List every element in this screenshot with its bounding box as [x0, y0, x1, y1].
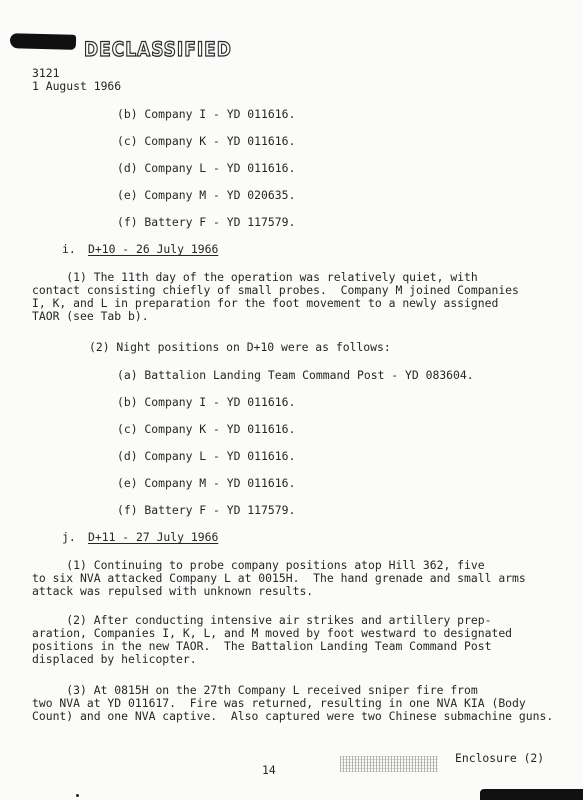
paragraph-line: two NVA at YD 011617. Fire was returned, resulting in one NVA KIA (Body	[32, 696, 526, 710]
list-item: (d) Company L - YD 011616.	[117, 449, 296, 463]
list-item: (c) Company K - YD 011616.	[117, 422, 296, 436]
paragraph-line: TAOR (see Tab b).	[32, 309, 149, 323]
paragraph-line: displaced by helicopter.	[32, 652, 197, 666]
list-item: (f) Battery F - YD 117579.	[117, 503, 296, 517]
reference-number: 3121	[32, 66, 60, 80]
section-i-heading: D+10 - 26 July 1966	[88, 242, 219, 256]
list-item: (a) Battalion Landing Team Command Post - YD 083604.	[117, 368, 474, 382]
paragraph-line: I, K, and L in preparation for the foot movement to a newly assigned	[32, 296, 499, 310]
paragraph-line: (2) After conducting intensive air strikes and artillery prep-	[32, 613, 492, 627]
scan-speck	[76, 794, 79, 797]
section-i-paragraph-2: (2) Night positions on D+10 were as follows:	[89, 340, 391, 354]
declassified-stamp: DECLASSIFIED	[84, 38, 232, 62]
list-item: (d) Company L - YD 011616.	[117, 161, 296, 175]
section-j-heading: D+11 - 27 July 1966	[88, 530, 219, 544]
paragraph-line: aration, Companies I, K, L, and M moved by foot westward to designated	[32, 626, 513, 640]
paragraph-line: to six NVA attacked Company L at 0015H. The hand grenade and small arms	[32, 571, 526, 585]
paragraph-line: attack was repulsed with unknown results.	[32, 584, 314, 598]
list-item: (f) Battery F - YD 117579.	[117, 215, 296, 229]
enclosure-label: Enclosure (2)	[455, 751, 545, 765]
redaction-bar-top	[10, 33, 76, 50]
list-item: (b) Company I - YD 011616.	[117, 107, 296, 121]
list-item: (e) Company M - YD 020635.	[117, 188, 296, 202]
paragraph-line: contact consisting chiefly of small probes. Company M joined Companies	[32, 283, 519, 297]
page-number: 14	[262, 763, 276, 777]
paragraph-line: Count) and one NVA captive. Also captured were two Chinese submachine guns.	[32, 709, 554, 723]
paragraph-line: positions in the new TAOR. The Battalion Landing Team Command Post	[32, 639, 492, 653]
section-j-marker: j.	[62, 530, 76, 544]
paragraph-line: (1) Continuing to probe company positions atop Hill 362, five	[32, 558, 485, 572]
list-item: (e) Company M - YD 011616.	[117, 476, 296, 490]
document-date: 1 August 1966	[32, 79, 122, 93]
paragraph-line: (3) At 0815H on the 27th Company L received sniper fire from	[32, 683, 478, 697]
redaction-bar-bottom	[480, 789, 583, 800]
list-item: (c) Company K - YD 011616.	[117, 134, 296, 148]
paragraph-line: (1) The 11th day of the operation was relatively quiet, with	[32, 270, 478, 284]
scan-smudge	[340, 756, 438, 772]
section-i-marker: i.	[62, 242, 76, 256]
list-item: (b) Company I - YD 011616.	[117, 395, 296, 409]
